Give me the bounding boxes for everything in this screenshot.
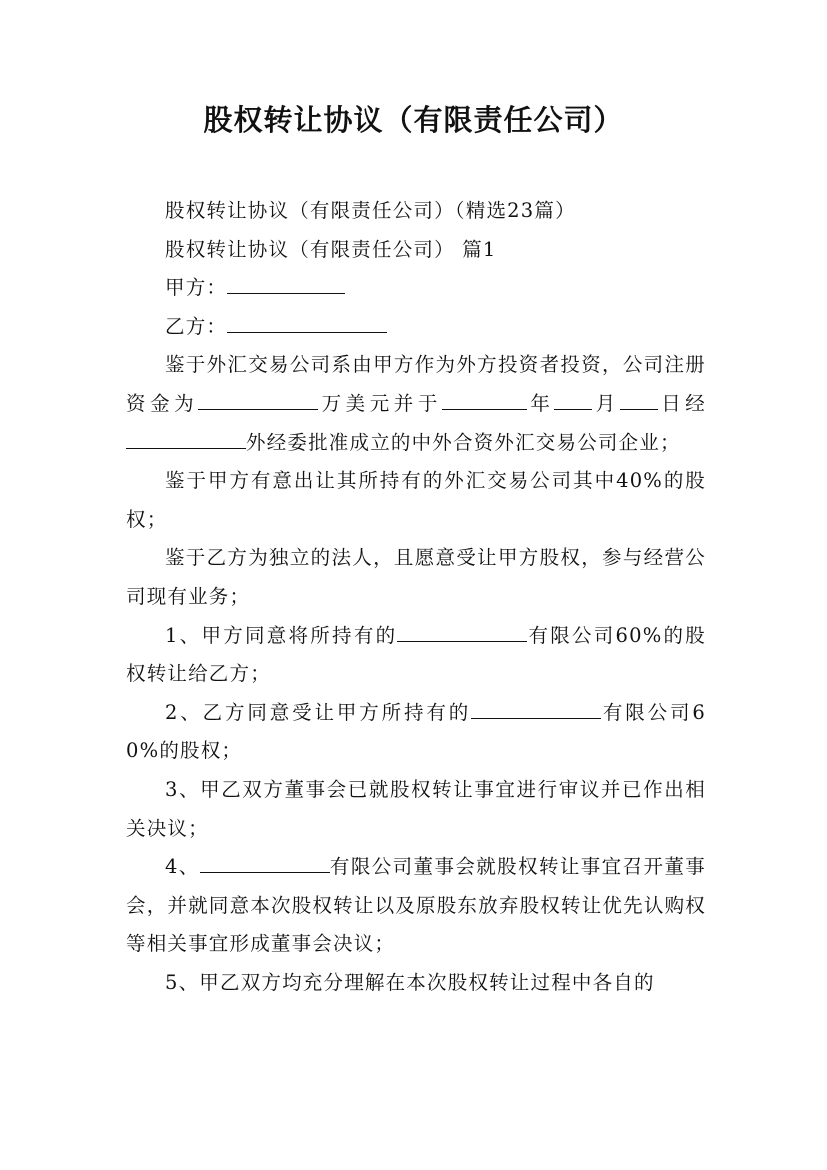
- party-b-blank: [227, 311, 387, 332]
- paragraph-text: 4、: [165, 855, 200, 879]
- paragraph-text: 鉴于乙方为独立的法人，且愿意受让甲方股权，参与经营公司现有业务；: [126, 546, 706, 608]
- document-body: [126, 192, 706, 1002]
- paragraph-subtitle: [126, 192, 706, 231]
- capital-blank: [198, 389, 318, 410]
- paragraph-text: 月: [592, 391, 620, 415]
- paragraph-clause-1: [126, 617, 706, 694]
- paragraph-clause-4: [126, 848, 706, 964]
- company-name-blank: [397, 620, 527, 641]
- party-b-line: [126, 308, 706, 347]
- party-a-line: [126, 269, 706, 308]
- party-a-blank: [227, 273, 345, 294]
- paragraph-recital-1: [126, 346, 706, 462]
- paragraph-text: 有限公司董事会就股权转让事宜召开董事会，并就同意本次股权转让以及原股东放弃股权转让优先认购权等相关事宜形成董事会决议；: [126, 855, 706, 956]
- paragraph-clause-5: [126, 964, 706, 1003]
- month-blank: [554, 389, 592, 410]
- paragraph-clause-2: [126, 694, 706, 771]
- paragraph-text: 1、甲方同意将所持有的: [165, 623, 398, 647]
- paragraph-text: 年: [526, 391, 555, 415]
- paragraph-text: 鉴于甲方有意出让其所持有的外汇交易公司其中40%的股权；: [126, 469, 706, 531]
- approval-authority-blank: [126, 427, 246, 448]
- paragraph-text: 外经委批准成立的中外合资外汇交易公司企业；: [246, 430, 681, 454]
- paragraph-text: 万美元并于: [318, 391, 442, 415]
- paragraph-recital-2: [126, 462, 706, 539]
- company-name-blank: [200, 852, 330, 873]
- party-a-label: 甲方：: [165, 276, 228, 300]
- paragraph-clause-3: [126, 771, 706, 848]
- paragraph-recital-3: [126, 539, 706, 616]
- paragraph-text: 有限公司60%的股权；: [126, 700, 706, 763]
- paragraph-text: 股权转让协议（有限责任公司）（精选23篇）: [165, 199, 576, 222]
- paragraph-text: 有限公司60%的股权转让给乙方；: [126, 623, 706, 686]
- paragraph-text: 股权转让协议（有限责任公司） 篇1: [165, 237, 497, 261]
- document-title: 股权转让协议（有限责任公司）: [203, 103, 624, 137]
- paragraph-section-heading: [126, 231, 706, 270]
- paragraph-text: 2、乙方同意受让甲方所持有的: [165, 700, 472, 724]
- day-blank: [620, 389, 658, 410]
- company-name-blank: [471, 697, 601, 718]
- paragraph-text: 鉴于外汇交易公司系由甲方作为外方投资者投资，公司注册资金为: [126, 353, 706, 415]
- paragraph-text: 3、甲乙双方董事会已就股权转让事宜进行审议并已作出相关决议；: [126, 777, 706, 840]
- paragraph-text: 5、甲乙双方均充分理解在本次股权转让过程中各自的: [165, 970, 655, 994]
- party-b-label: 乙方：: [165, 314, 228, 338]
- year-blank: [442, 389, 527, 410]
- paragraph-text: 日经: [657, 391, 707, 415]
